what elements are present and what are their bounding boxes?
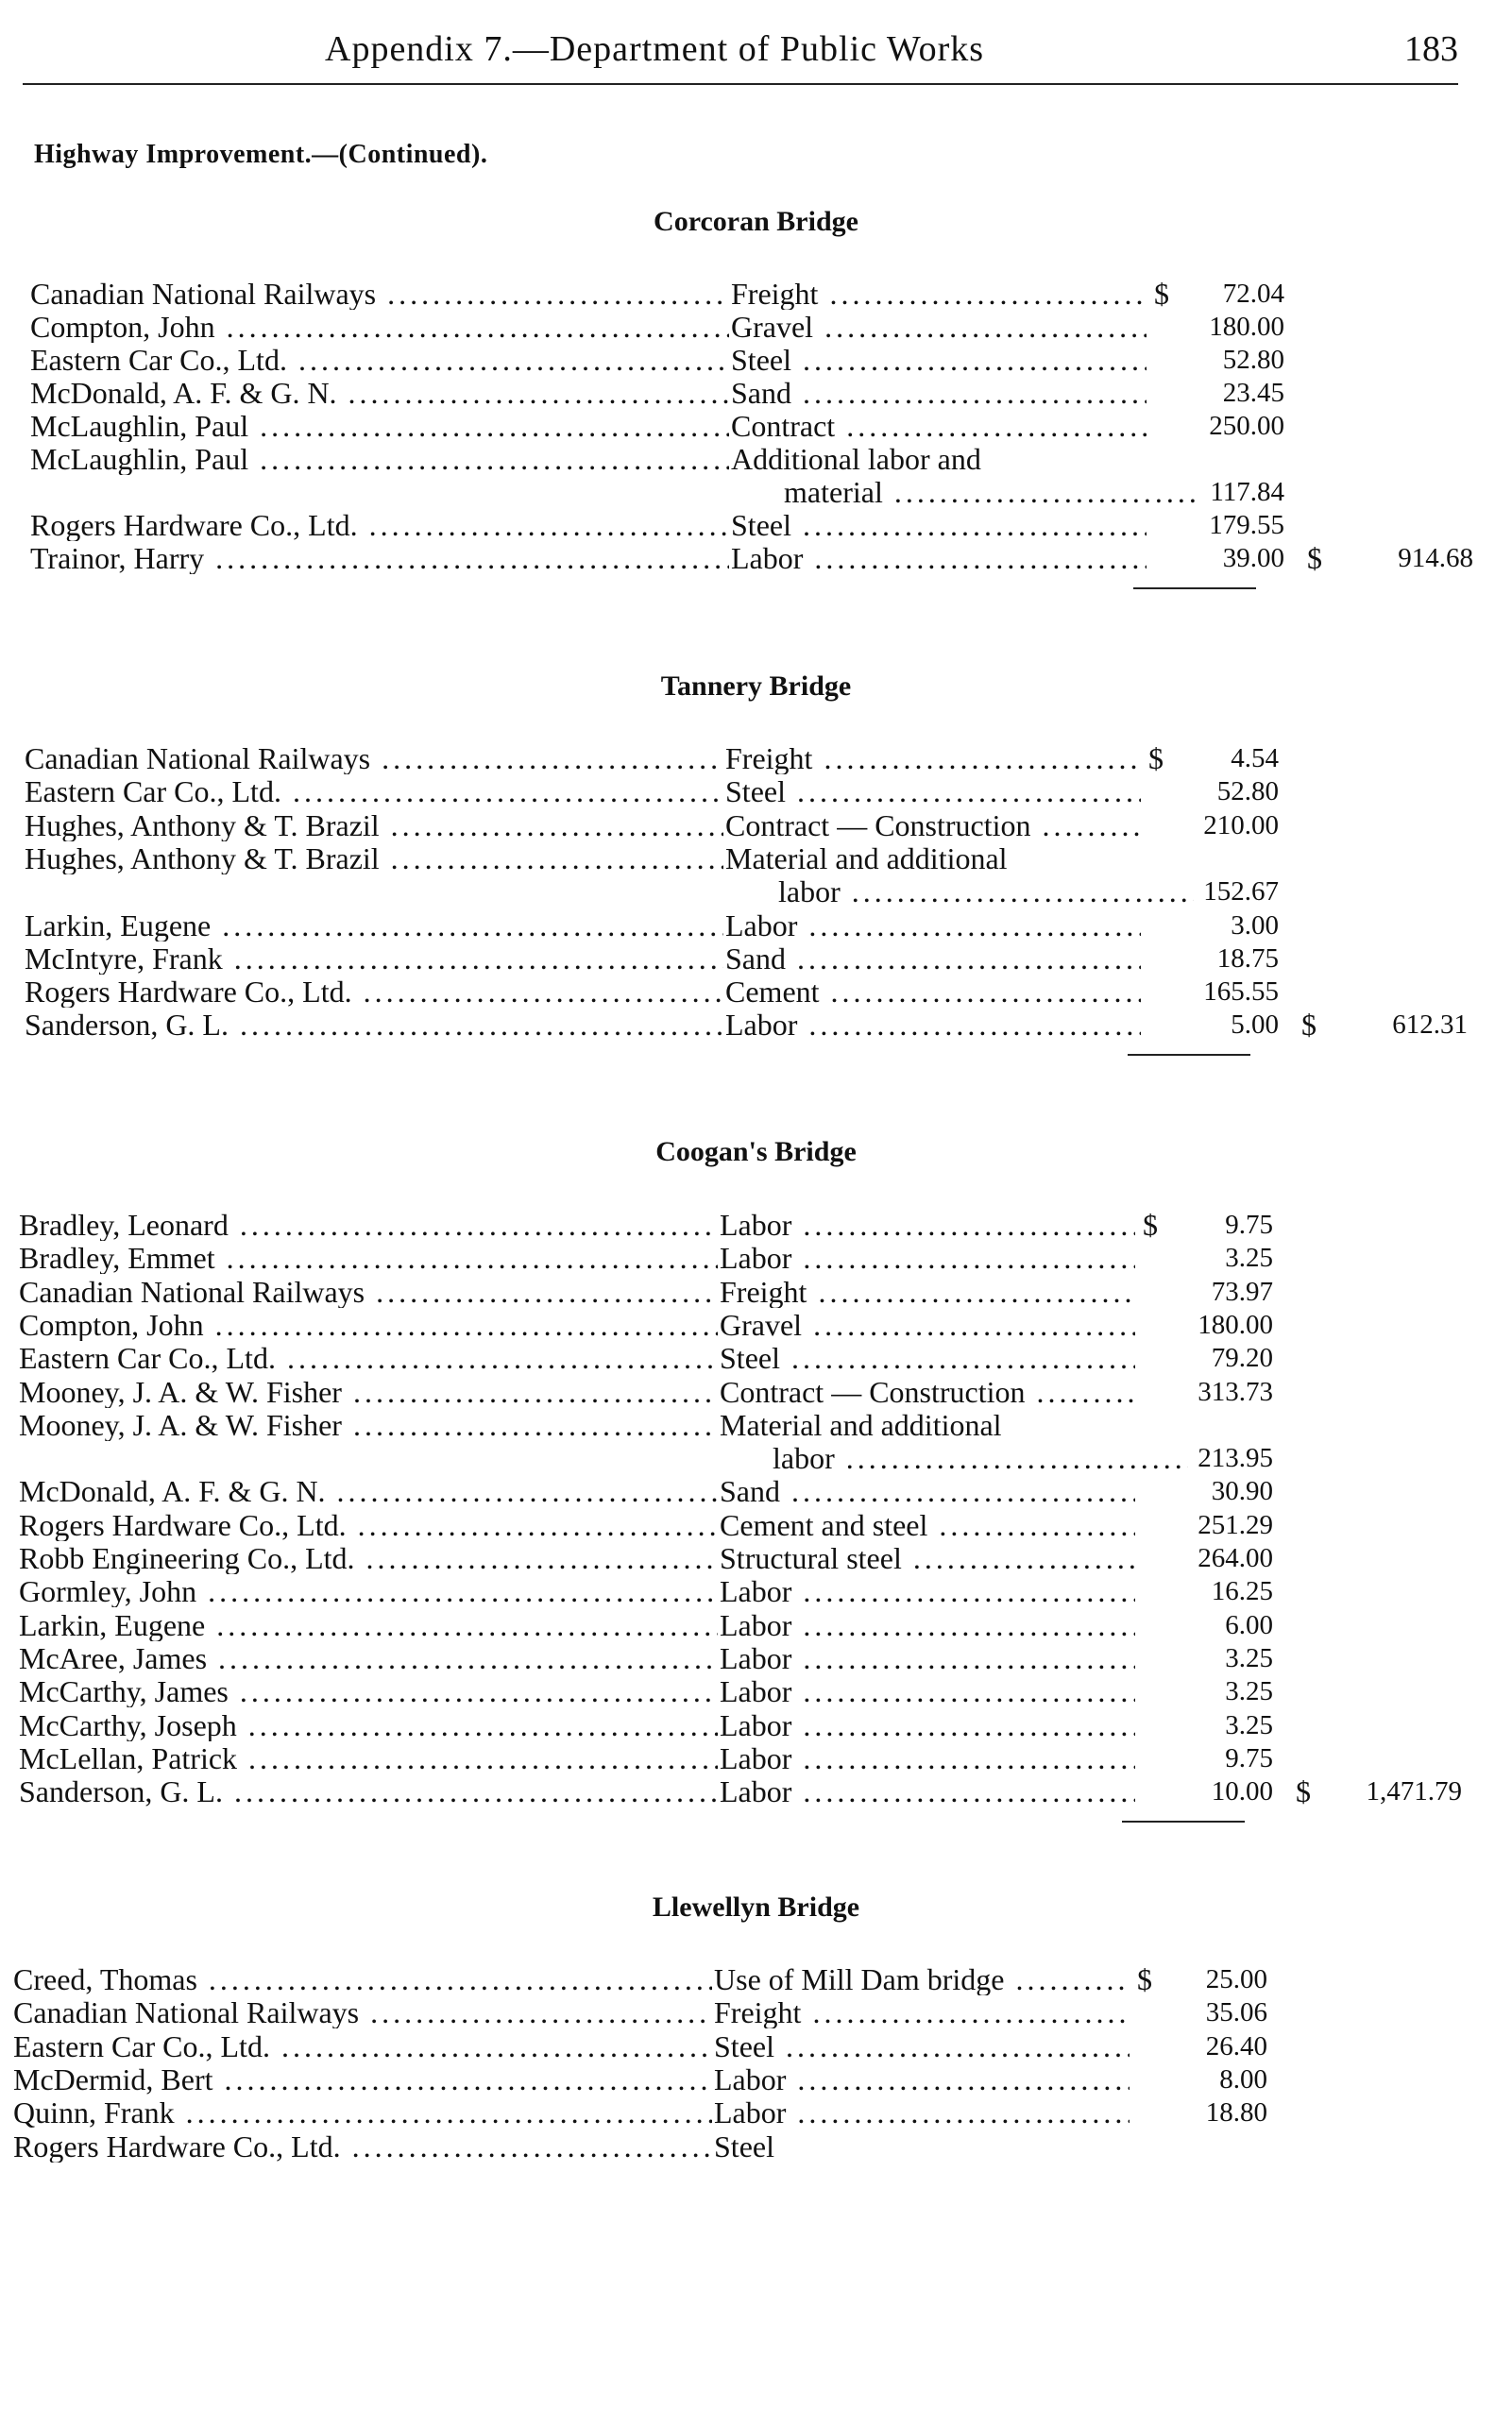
payee-name: Larkin, Eugene .....	[25, 909, 723, 942]
payee-name: Rogers Hardware Co., Ltd. .....	[30, 509, 729, 541]
payee-name: Eastern Car Co., Ltd. .....	[30, 344, 729, 376]
ledger-row	[19, 1475, 1473, 1507]
expense-item: Labor .....	[720, 1775, 1135, 1807]
expense-item: Material and additional	[720, 1409, 1002, 1441]
expense-item: Sand .....	[731, 377, 1147, 409]
page-number: 183	[1404, 29, 1458, 69]
payee-name: Eastern Car Co., Ltd. .....	[19, 1342, 718, 1374]
ledger-row	[19, 1209, 1473, 1241]
ledger-row	[25, 1009, 1473, 1041]
ledger-row	[19, 1709, 1473, 1741]
payee-name: McCarthy, James .....	[19, 1675, 718, 1707]
ledger-row	[19, 1442, 1473, 1474]
payee-name: Trainor, Harry .....	[30, 542, 729, 574]
section-heading: Highway Improvement.—(Continued).	[34, 140, 488, 169]
total-dollar-sign: $	[1307, 541, 1322, 575]
ledger-row	[25, 975, 1473, 1008]
payee-name: Sanderson, G. L. .....	[19, 1775, 718, 1807]
dollar-sign: $	[1137, 1962, 1152, 1996]
amount: 264.00	[1198, 1543, 1273, 1573]
expense-item: Material and additional	[725, 842, 1008, 874]
payee-name: Hughes, Anthony & T. Brazil .....	[25, 842, 723, 874]
expense-item: Labor .....	[714, 2063, 1130, 2095]
amount: 9.75	[1225, 1210, 1273, 1240]
amount: 152.67	[1203, 876, 1279, 907]
ledger-row	[19, 1242, 1473, 1274]
amount: 180.00	[1209, 312, 1284, 342]
amount: 165.55	[1203, 976, 1279, 1007]
payee-name: Creed, Thomas .....	[13, 1963, 712, 1995]
payee-name: Sanderson, G. L. .....	[25, 1009, 723, 1041]
expense-item: Steel .....	[720, 1342, 1135, 1374]
expense-item: Steel .....	[731, 509, 1147, 541]
payee-name: McDonald, A. F. & G. N. .....	[19, 1475, 718, 1507]
payee-name: McCarthy, Joseph .....	[19, 1709, 718, 1741]
expense-item: Labor .....	[725, 909, 1141, 942]
bridge-title: Tannery Bridge	[660, 670, 852, 702]
payee-name: Canadian National Railways .....	[30, 278, 729, 310]
dollar-sign: $	[1143, 1208, 1158, 1242]
expense-item: Contract .....	[731, 410, 1147, 442]
payee-name: Canadian National Railways .....	[19, 1276, 718, 1308]
ledger-row	[19, 1609, 1473, 1641]
expense-item: Labor .....	[731, 542, 1147, 574]
payee-name: Larkin, Eugene .....	[19, 1609, 718, 1641]
expense-item: Use of Mill Dam bridge .....	[714, 1963, 1130, 1995]
payee-name: Rogers Hardware Co., Ltd. .....	[13, 2130, 712, 2163]
expense-item: Labor .....	[720, 1642, 1135, 1674]
payee-name: Compton, John .....	[30, 311, 729, 343]
bridge-total: 914.68	[1398, 543, 1473, 573]
ledger-row	[25, 909, 1473, 942]
ledger-row	[19, 1342, 1473, 1374]
expense-item: Gravel .....	[731, 311, 1147, 343]
payee-name: Eastern Car Co., Ltd. .....	[13, 2030, 712, 2062]
amount: 3.25	[1225, 1643, 1273, 1673]
amount: 8.00	[1219, 2064, 1267, 2095]
ledger-row	[25, 942, 1473, 975]
expense-item: labor .....	[773, 1442, 1188, 1474]
amount: 26.40	[1205, 2031, 1267, 2061]
amount: 52.80	[1222, 345, 1284, 375]
payee-name: Bradley, Emmet .....	[19, 1242, 718, 1274]
amount: 210.00	[1203, 810, 1279, 840]
expense-item: Structural steel .....	[720, 1542, 1135, 1574]
ledger-row	[19, 1376, 1473, 1408]
amount: 3.25	[1225, 1676, 1273, 1706]
ledger-row	[19, 1675, 1473, 1707]
ledger-row	[30, 476, 1473, 508]
bridge-total: 1,471.79	[1366, 1776, 1462, 1807]
amount: 250.00	[1209, 411, 1284, 441]
sum-rule	[1128, 1054, 1250, 1056]
ledger-row	[25, 875, 1473, 908]
ledger-row	[13, 2096, 1473, 2129]
expense-item: Labor .....	[714, 2096, 1130, 2129]
payee-name: Eastern Car Co., Ltd. .....	[25, 775, 723, 807]
amount: 3.00	[1231, 910, 1279, 941]
page-header	[23, 28, 1458, 85]
payee-name: Robb Engineering Co., Ltd. .....	[19, 1542, 718, 1574]
expense-item: Steel .....	[714, 2030, 1130, 2062]
ledger-row	[19, 1509, 1473, 1541]
expense-item: Labor .....	[725, 1009, 1141, 1041]
amount: 3.25	[1225, 1710, 1273, 1740]
expense-item: Freight .....	[720, 1276, 1135, 1308]
amount: 10.00	[1211, 1776, 1273, 1807]
ledger-row	[13, 2030, 1473, 2062]
payee-name: Bradley, Leonard .....	[19, 1209, 718, 1241]
expense-item: Labor .....	[720, 1609, 1135, 1641]
ledger-row	[30, 278, 1473, 310]
payee-name: Gormley, John .....	[19, 1575, 718, 1607]
payee-name: McLellan, Patrick .....	[19, 1742, 718, 1774]
ledger-row	[19, 1276, 1473, 1308]
expense-item: material .....	[784, 476, 1199, 508]
amount: 213.95	[1198, 1443, 1273, 1473]
expense-item: Labor .....	[720, 1575, 1135, 1607]
amount: 16.25	[1211, 1576, 1273, 1606]
expense-item: Freight .....	[725, 742, 1141, 774]
payee-name: McAree, James .....	[19, 1642, 718, 1674]
amount: 6.00	[1225, 1610, 1273, 1640]
expense-item: Labor .....	[720, 1209, 1135, 1241]
ledger-row	[19, 1309, 1473, 1341]
expense-item: Steel .....	[731, 344, 1147, 376]
ledger-row	[30, 509, 1473, 541]
ledger-row	[19, 1409, 1473, 1441]
expense-item: Contract — Construction .....	[720, 1376, 1135, 1408]
ledger-row	[30, 311, 1473, 343]
expense-item: Gravel .....	[720, 1309, 1135, 1341]
dollar-sign: $	[1148, 741, 1164, 775]
ledger-row	[30, 377, 1473, 409]
payee-name: McLaughlin, Paul .....	[30, 443, 729, 475]
payee-name: Hughes, Anthony & T. Brazil .....	[25, 809, 723, 841]
payee-name: Rogers Hardware Co., Ltd. .....	[19, 1509, 718, 1541]
ledger-row	[13, 2063, 1473, 2095]
payee-name: Canadian National Railways .....	[13, 1996, 712, 2028]
sum-rule	[1133, 587, 1256, 589]
total-dollar-sign: $	[1301, 1008, 1317, 1042]
amount: 18.80	[1205, 2097, 1267, 2128]
amount: 79.20	[1211, 1343, 1273, 1373]
amount: 4.54	[1231, 743, 1279, 773]
amount: 39.00	[1222, 543, 1284, 573]
amount: 30.90	[1211, 1476, 1273, 1506]
ledger-row	[25, 742, 1473, 774]
payee-name: Quinn, Frank .....	[13, 2096, 712, 2129]
amount: 313.73	[1198, 1377, 1273, 1407]
running-title: Appendix 7.—Department of Public Works	[325, 29, 985, 69]
expense-item: Contract — Construction .....	[725, 809, 1141, 841]
amount: 3.25	[1225, 1243, 1273, 1273]
ledger-row	[13, 1963, 1473, 1995]
sum-rule	[1122, 1821, 1245, 1823]
ledger-row	[30, 410, 1473, 442]
amount: 251.29	[1198, 1510, 1273, 1540]
bridge-title: Llewellyn Bridge	[652, 1892, 860, 1923]
ledger-row	[30, 443, 1473, 475]
expense-item: Sand .....	[720, 1475, 1135, 1507]
amount: 9.75	[1225, 1743, 1273, 1773]
payee-name: Rogers Hardware Co., Ltd. .....	[25, 975, 723, 1008]
ledger-row	[30, 344, 1473, 376]
ledger-row	[19, 1775, 1473, 1807]
ledger-row	[30, 542, 1473, 574]
expense-item: Labor .....	[720, 1709, 1135, 1741]
payee-name: Compton, John .....	[19, 1309, 718, 1341]
payee-name: McIntyre, Frank .....	[25, 942, 723, 975]
bridge-title: Coogan's Bridge	[655, 1136, 857, 1167]
payee-name: McLaughlin, Paul .....	[30, 410, 729, 442]
amount: 117.84	[1210, 477, 1284, 507]
ledger-row	[13, 2130, 1473, 2163]
amount: 52.80	[1216, 776, 1279, 806]
expense-item: Freight .....	[731, 278, 1147, 310]
ledger-row	[13, 1996, 1473, 2028]
amount: 35.06	[1205, 1997, 1267, 2027]
expense-item: Labor .....	[720, 1675, 1135, 1707]
ledger-row	[19, 1642, 1473, 1674]
expense-item: Additional labor and	[731, 443, 981, 475]
payee-name: Canadian National Railways .....	[25, 742, 723, 774]
expense-item: labor .....	[778, 875, 1194, 908]
expense-item: Steel .....	[725, 775, 1141, 807]
bridge-total: 612.31	[1392, 1009, 1468, 1040]
amount: 23.45	[1222, 378, 1284, 408]
ledger-row	[19, 1742, 1473, 1774]
expense-item: Sand .....	[725, 942, 1141, 975]
expense-item: Freight .....	[714, 1996, 1130, 2028]
ledger-row	[19, 1575, 1473, 1607]
ledger-row	[25, 809, 1473, 841]
payee-name: Mooney, J. A. & W. Fisher .....	[19, 1376, 718, 1408]
header-rule	[23, 83, 1458, 85]
payee-name: McDonald, A. F. & G. N. .....	[30, 377, 729, 409]
expense-item: Cement .....	[725, 975, 1141, 1008]
ledger-row	[19, 1542, 1473, 1574]
ledger-row	[25, 842, 1473, 874]
amount: 25.00	[1205, 1964, 1267, 1994]
ledger-row	[25, 775, 1473, 807]
amount: 179.55	[1209, 510, 1284, 540]
amount: 73.97	[1211, 1277, 1273, 1307]
expense-item: Labor .....	[720, 1742, 1135, 1774]
expense-item: Steel	[714, 2130, 774, 2163]
dollar-sign: $	[1154, 277, 1169, 311]
amount: 72.04	[1222, 279, 1284, 309]
expense-item: Labor .....	[720, 1242, 1135, 1274]
amount: 180.00	[1198, 1310, 1273, 1340]
payee-name: Mooney, J. A. & W. Fisher .....	[19, 1409, 718, 1441]
total-dollar-sign: $	[1296, 1774, 1311, 1808]
payee-name: McDermid, Bert .....	[13, 2063, 712, 2095]
amount: 5.00	[1231, 1009, 1279, 1040]
bridge-title: Corcoran Bridge	[654, 206, 858, 237]
amount: 18.75	[1216, 943, 1279, 974]
expense-item: Cement and steel .....	[720, 1509, 1135, 1541]
